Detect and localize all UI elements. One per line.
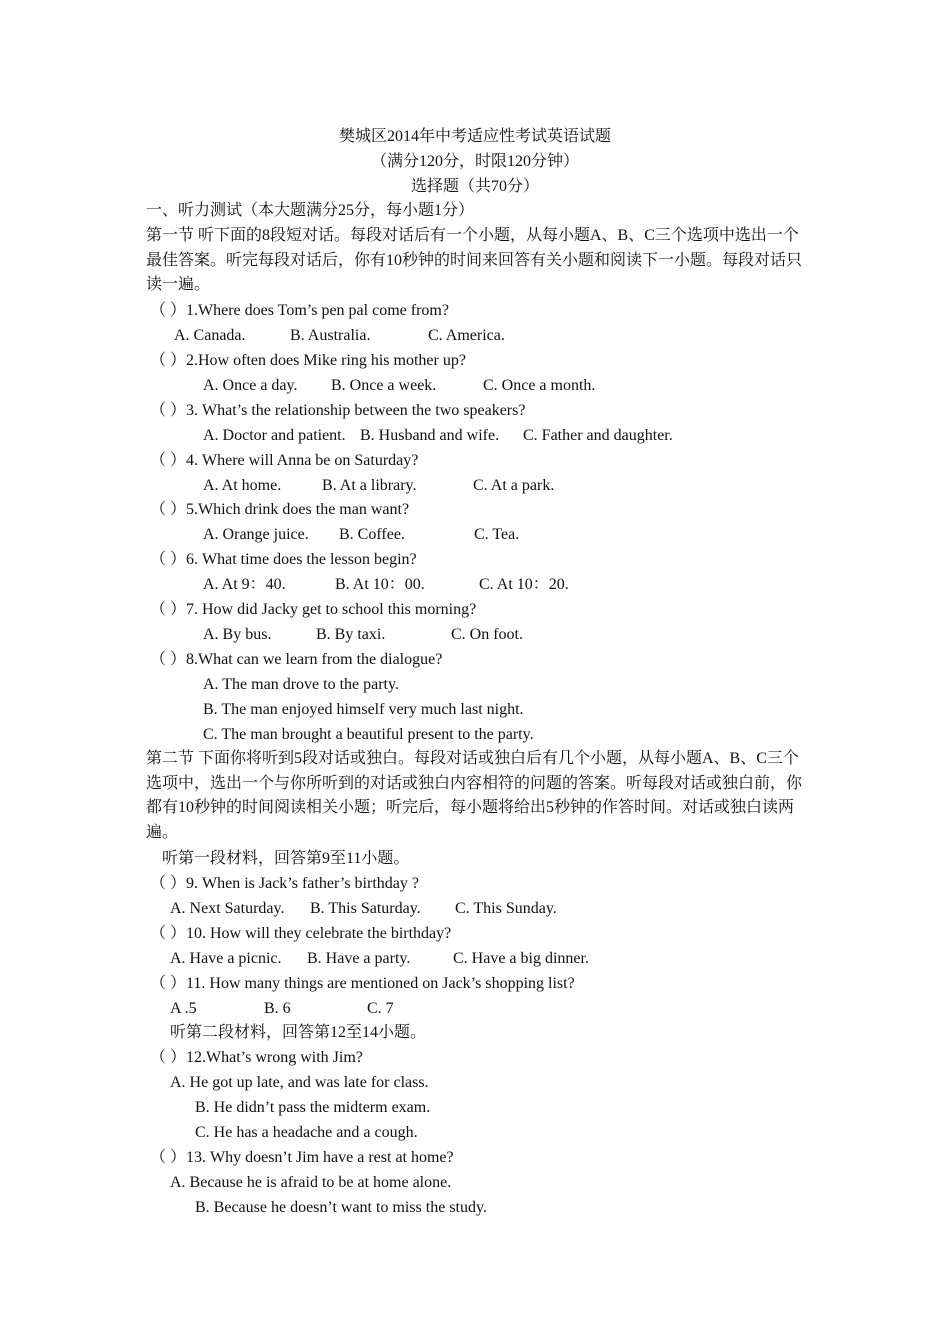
option-b: B. Australia.: [290, 327, 371, 344]
question-stem: （ ）2.How often does Mike ring his mother up?: [150, 352, 466, 369]
question-stem: （ ）4. Where will Anna be on Saturday?: [150, 452, 419, 469]
material1-intro: 听第一段材料，回答第9至11小题。: [162, 850, 410, 867]
option-c: C. America.: [428, 327, 505, 344]
option-b: B. At 10：00.: [335, 576, 425, 593]
option-b: B. The man enjoyed himself very much last night.: [203, 701, 524, 718]
section1-instructions: 第一节 听下面的8段短对话。每段对话后有一个小题，从每小题A、B、C三个选项中选出一个最佳答案。听完每段对话后，你有10秒钟的时间来回答有关小题和阅读下一小题。每段对话只读一遍。: [146, 227, 803, 294]
question-stem: （ ）3. What’s the relationship between the two speakers?: [150, 402, 526, 419]
option-a: A. At home.: [203, 477, 282, 494]
option-c: C. Father and daughter.: [523, 427, 673, 444]
question-stem: （ ）10. How will they celebrate the birthday?: [150, 925, 452, 942]
section2-instructions: 第二节 下面你将听到5段对话或独白。每段对话或独白后有几个小题，从每小题A、B、C三个选项中，选出一个与你所听到的对话或独白内容相符的问题的答案。听每段对话或独白前，你都有10秒钟的时间阅读相关小题；听完后，每小题将给出5秒钟的作答时间。对话或独白读两遍。: [146, 750, 803, 841]
material2-intro: 听第二段材料，回答第12至14小题。: [170, 1024, 427, 1041]
option-a: A. Orange juice.: [203, 526, 309, 543]
option-a: A. By bus.: [203, 626, 272, 643]
question-stem: （ ）8.What can we learn from the dialogue?: [150, 651, 443, 668]
option-b: B. Once a week.: [331, 377, 437, 394]
option-a: A. Have a picnic.: [170, 950, 282, 967]
option-c: C. Tea.: [474, 526, 520, 543]
option-a: A. Because he is afraid to be at home alone.: [170, 1174, 452, 1191]
option-a: A. The man drove to the party.: [203, 676, 399, 693]
option-b: B. At a library.: [322, 477, 417, 494]
option-a: A. Next Saturday.: [170, 900, 285, 917]
exam-title: 樊城区2014年中考适应性考试英语试题: [338, 128, 611, 145]
part1-heading: 一、听力测试（本大题满分25分，每小题1分）: [146, 202, 475, 219]
option-b: B. Because he doesn’t want to miss the study.: [195, 1199, 487, 1216]
option-b: B. He didn’t pass the midterm exam.: [195, 1099, 431, 1116]
option-c: C. 7: [367, 1000, 394, 1017]
option-b: B. This Saturday.: [310, 900, 421, 917]
option-c: C. Once a month.: [483, 377, 596, 394]
option-b: B. Coffee.: [339, 526, 405, 543]
option-a: A. Once a day.: [203, 377, 298, 394]
option-c: C. This Sunday.: [455, 900, 557, 917]
option-a: A. He got up late, and was late for class.: [170, 1074, 429, 1091]
question-stem: （ ）11. How many things are mentioned on Jack’s shopping list?: [150, 975, 575, 992]
option-c: C. At 10：20.: [479, 576, 569, 593]
option-a: A. Doctor and patient.: [203, 427, 346, 444]
question-stem: （ ）7. How did Jacky get to school this morning?: [150, 601, 477, 618]
option-a: A. Canada.: [174, 327, 246, 344]
option-c: C. Have a big dinner.: [453, 950, 589, 967]
option-c: C. At a park.: [473, 477, 555, 494]
question-stem: （ ）6. What time does the lesson begin?: [150, 551, 417, 568]
question-stem: （ ）9. When is Jack’s father’s birthday ?: [150, 875, 419, 892]
question-stem: （ ）5.Which drink does the man want?: [150, 501, 410, 518]
option-c: C. He has a headache and a cough.: [195, 1124, 418, 1141]
option-c: C. The man brought a beautiful present to the party.: [203, 726, 534, 743]
option-b: B. Husband and wife.: [360, 427, 500, 444]
option-b: B. By taxi.: [316, 626, 386, 643]
option-c: C. On foot.: [451, 626, 523, 643]
question-stem: （ ）12.What’s wrong with Jim?: [150, 1049, 363, 1066]
option-b: B. 6: [264, 1000, 291, 1017]
question-stem: （ ）1.Where does Tom’s pen pal come from?: [150, 302, 449, 319]
exam-subtitle: （满分120分，时限120分钟）: [370, 153, 579, 170]
option-b: B. Have a party.: [307, 950, 411, 967]
question-stem: （ ）13. Why doesn’t Jim have a rest at home?: [150, 1149, 454, 1166]
section-label: 选择题（共70分）: [410, 178, 539, 195]
option-a: A .5: [170, 1000, 197, 1017]
option-a: A. At 9：40.: [203, 576, 286, 593]
